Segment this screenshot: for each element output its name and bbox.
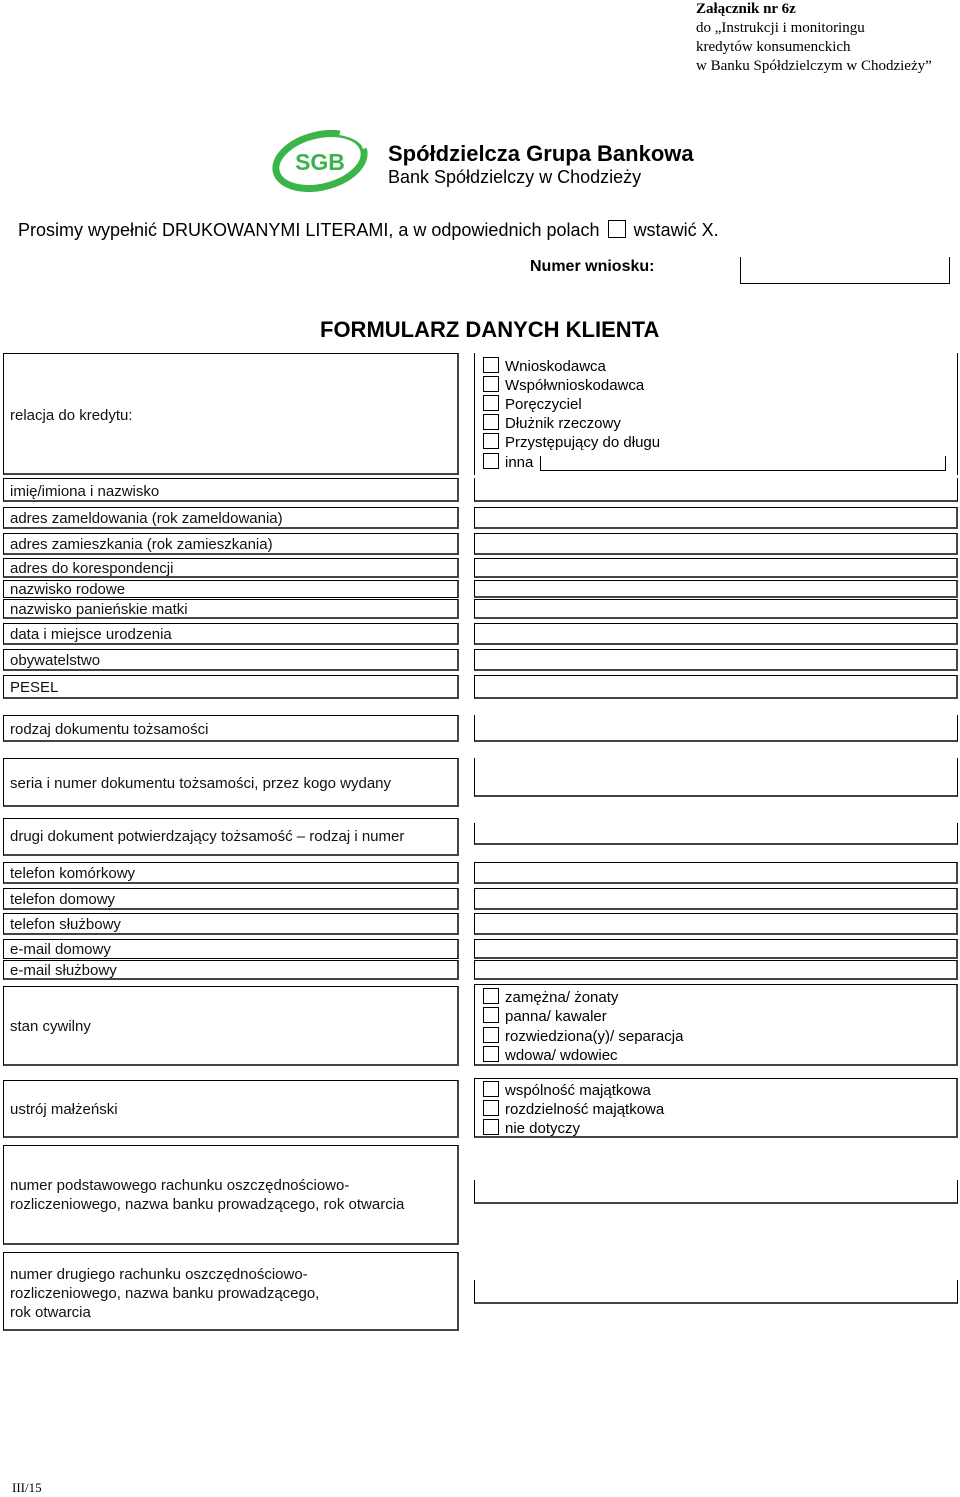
checkbox-icon[interactable] bbox=[483, 1046, 499, 1062]
id-type-label: rodzaj dokumentu tożsamości bbox=[10, 721, 209, 738]
family-name-label: nazwisko rodowe bbox=[10, 581, 126, 598]
option-divorced[interactable]: rozwiedziona(y)/ separacja bbox=[483, 1027, 683, 1046]
mother-maiden-name-label: nazwisko panieńskie matki bbox=[10, 601, 188, 618]
home-email-label-box bbox=[3, 939, 459, 959]
checkbox-icon bbox=[608, 220, 626, 238]
checkbox-icon[interactable] bbox=[483, 376, 499, 392]
birth-label-box bbox=[3, 623, 459, 645]
home-email-field[interactable] bbox=[474, 939, 958, 959]
residential-address-field[interactable] bbox=[474, 533, 958, 555]
instructions-text-end: wstawić X. bbox=[633, 220, 719, 240]
primary-account-label-line1: numer podstawowego rachunku oszczędnościowo- bbox=[10, 1177, 350, 1194]
primary-account-label-box bbox=[3, 1145, 459, 1245]
instructions bbox=[18, 219, 719, 241]
second-doc-label: drugi dokument potwierdzający tożsamość – rodzaj i numer bbox=[10, 828, 405, 845]
bank-name: Bank Spółdzielczy w Chodzieży bbox=[388, 167, 642, 187]
page-number: III/15 bbox=[12, 1480, 42, 1495]
attachment-note bbox=[696, 0, 932, 76]
id-series-label: seria i numer dokumentu tożsamości, przez kogo wydany bbox=[10, 775, 392, 792]
birth-field[interactable] bbox=[474, 623, 958, 645]
option-debt-assumer[interactable]: Przystępujący do długu bbox=[483, 433, 660, 452]
option-single[interactable]: panna/ kawaler bbox=[483, 1007, 607, 1026]
mobile-field[interactable] bbox=[474, 862, 958, 884]
name-field[interactable] bbox=[474, 478, 958, 502]
citizenship-label-box bbox=[3, 649, 459, 671]
work-email-label-box bbox=[3, 960, 459, 980]
home-phone-field[interactable] bbox=[474, 888, 958, 910]
checkbox-icon[interactable] bbox=[483, 988, 499, 1004]
family-name-field[interactable] bbox=[474, 580, 958, 598]
correspondence-address-field[interactable] bbox=[474, 558, 958, 578]
option-co-applicant[interactable]: Współwnioskodawca bbox=[483, 376, 644, 395]
option-widowed[interactable]: wdowa/ wdowiec bbox=[483, 1046, 618, 1065]
id-type-label-box bbox=[3, 715, 459, 742]
sgb-logo bbox=[270, 126, 370, 194]
checkbox-icon[interactable] bbox=[483, 395, 499, 411]
second-account-label-line1: numer drugiego rachunku oszczędnościowo- bbox=[10, 1266, 308, 1283]
registered-address-label: adres zameldowania (rok zameldowania) bbox=[10, 510, 283, 527]
instructions-text: Prosimy wypełnić DRUKOWANYMI LITERAMI, a w odpowiednich polach bbox=[18, 220, 600, 240]
option-separate-property[interactable]: rozdzielność majątkowa bbox=[483, 1100, 664, 1119]
mobile-label: telefon komórkowy bbox=[10, 865, 136, 882]
option-married[interactable]: zamężna/ żonaty bbox=[483, 988, 618, 1007]
second-account-label-line2: rozliczeniowego, nazwa banku prowadzącego, bbox=[10, 1285, 320, 1302]
checkbox-icon[interactable] bbox=[483, 414, 499, 430]
home-email-label: e-mail domowy bbox=[10, 941, 111, 958]
marital-status-label-box bbox=[3, 986, 459, 1066]
pesel-label: PESEL bbox=[10, 679, 59, 696]
checkbox-icon[interactable] bbox=[483, 1119, 499, 1135]
property-regime-label-box bbox=[3, 1080, 459, 1138]
citizenship-field[interactable] bbox=[474, 649, 958, 671]
registered-address-field[interactable] bbox=[474, 507, 958, 529]
id-series-label-box bbox=[3, 758, 459, 807]
option-mortgage-debtor[interactable]: Dłużnik rzeczowy bbox=[483, 414, 621, 433]
birth-label: data i miejsce urodzenia bbox=[10, 626, 172, 643]
pesel-field[interactable] bbox=[474, 675, 958, 699]
work-phone-field[interactable] bbox=[474, 913, 958, 935]
pesel-label-box bbox=[3, 675, 459, 699]
mobile-label-box bbox=[3, 862, 459, 884]
work-phone-label: telefon służbowy bbox=[10, 916, 121, 933]
correspondence-address-label-box bbox=[3, 558, 459, 578]
work-email-label: e-mail służbowy bbox=[10, 962, 117, 979]
checkbox-icon[interactable] bbox=[483, 1100, 499, 1116]
application-number-label: Numer wniosku: bbox=[530, 258, 655, 275]
primary-account-label-line2: rozliczeniowego, nazwa banku prowadzącego, rok otwarcia bbox=[10, 1196, 405, 1213]
attachment-line-2: kredytów konsumenckich bbox=[696, 39, 851, 55]
second-doc-label-box bbox=[3, 818, 459, 856]
logo-text: SGB bbox=[295, 149, 345, 175]
checkbox-icon[interactable] bbox=[483, 357, 499, 373]
second-account-field[interactable] bbox=[474, 1280, 958, 1304]
relation-label-box bbox=[3, 353, 459, 475]
attachment-line-1: do „Instrukcji i monitoringu bbox=[696, 20, 865, 36]
option-joint-property[interactable]: wspólność majątkowa bbox=[483, 1081, 651, 1100]
checkbox-icon[interactable] bbox=[483, 453, 499, 469]
name-label: imię/imiona i nazwisko bbox=[10, 483, 160, 500]
attachment-title: Załącznik nr 6z bbox=[696, 1, 796, 17]
primary-account-field[interactable] bbox=[474, 1180, 958, 1204]
checkbox-icon[interactable] bbox=[483, 1007, 499, 1023]
bank-group-name: Spółdzielcza Grupa Bankowa bbox=[388, 141, 694, 166]
family-name-label-box bbox=[3, 580, 459, 598]
id-series-field[interactable] bbox=[474, 758, 958, 797]
correspondence-address-label: adres do korespondencji bbox=[10, 560, 174, 577]
id-type-field[interactable] bbox=[474, 715, 958, 742]
residential-address-label: adres zamieszkania (rok zamieszkania) bbox=[10, 536, 273, 553]
mother-maiden-name-label-box bbox=[3, 599, 459, 619]
option-not-applicable[interactable]: nie dotyczy bbox=[483, 1119, 580, 1138]
residential-address-label-box bbox=[3, 533, 459, 555]
name-label-box bbox=[3, 478, 459, 502]
option-other[interactable]: inna bbox=[483, 453, 533, 472]
checkbox-icon[interactable] bbox=[483, 1081, 499, 1097]
checkbox-icon[interactable] bbox=[483, 1027, 499, 1043]
citizenship-label: obywatelstwo bbox=[10, 652, 101, 669]
form-title: FORMULARZ DANYCH KLIENTA bbox=[320, 317, 660, 342]
marital-status-label: stan cywilny bbox=[10, 1018, 91, 1035]
home-phone-label-box bbox=[3, 888, 459, 910]
option-guarantor[interactable]: Poręczyciel bbox=[483, 395, 582, 414]
relation-label: relacja do kredytu: bbox=[10, 407, 133, 424]
option-applicant[interactable]: Wnioskodawca bbox=[483, 357, 606, 376]
application-number-field[interactable] bbox=[740, 257, 950, 284]
other-relation-field[interactable] bbox=[540, 456, 946, 471]
registered-address-label-box bbox=[3, 507, 459, 529]
second-account-label-box bbox=[3, 1252, 459, 1331]
work-phone-label-box bbox=[3, 913, 459, 935]
work-email-field[interactable] bbox=[474, 960, 958, 980]
home-phone-label: telefon domowy bbox=[10, 891, 116, 908]
mother-maiden-name-field[interactable] bbox=[474, 599, 958, 619]
second-account-label-line3: rok otwarcia bbox=[10, 1304, 91, 1321]
attachment-line-3: w Banku Spółdzielczym w Chodzieży” bbox=[696, 58, 932, 74]
property-regime-label: ustrój małżeński bbox=[10, 1101, 118, 1118]
checkbox-icon[interactable] bbox=[483, 433, 499, 449]
second-doc-field[interactable] bbox=[474, 823, 958, 845]
